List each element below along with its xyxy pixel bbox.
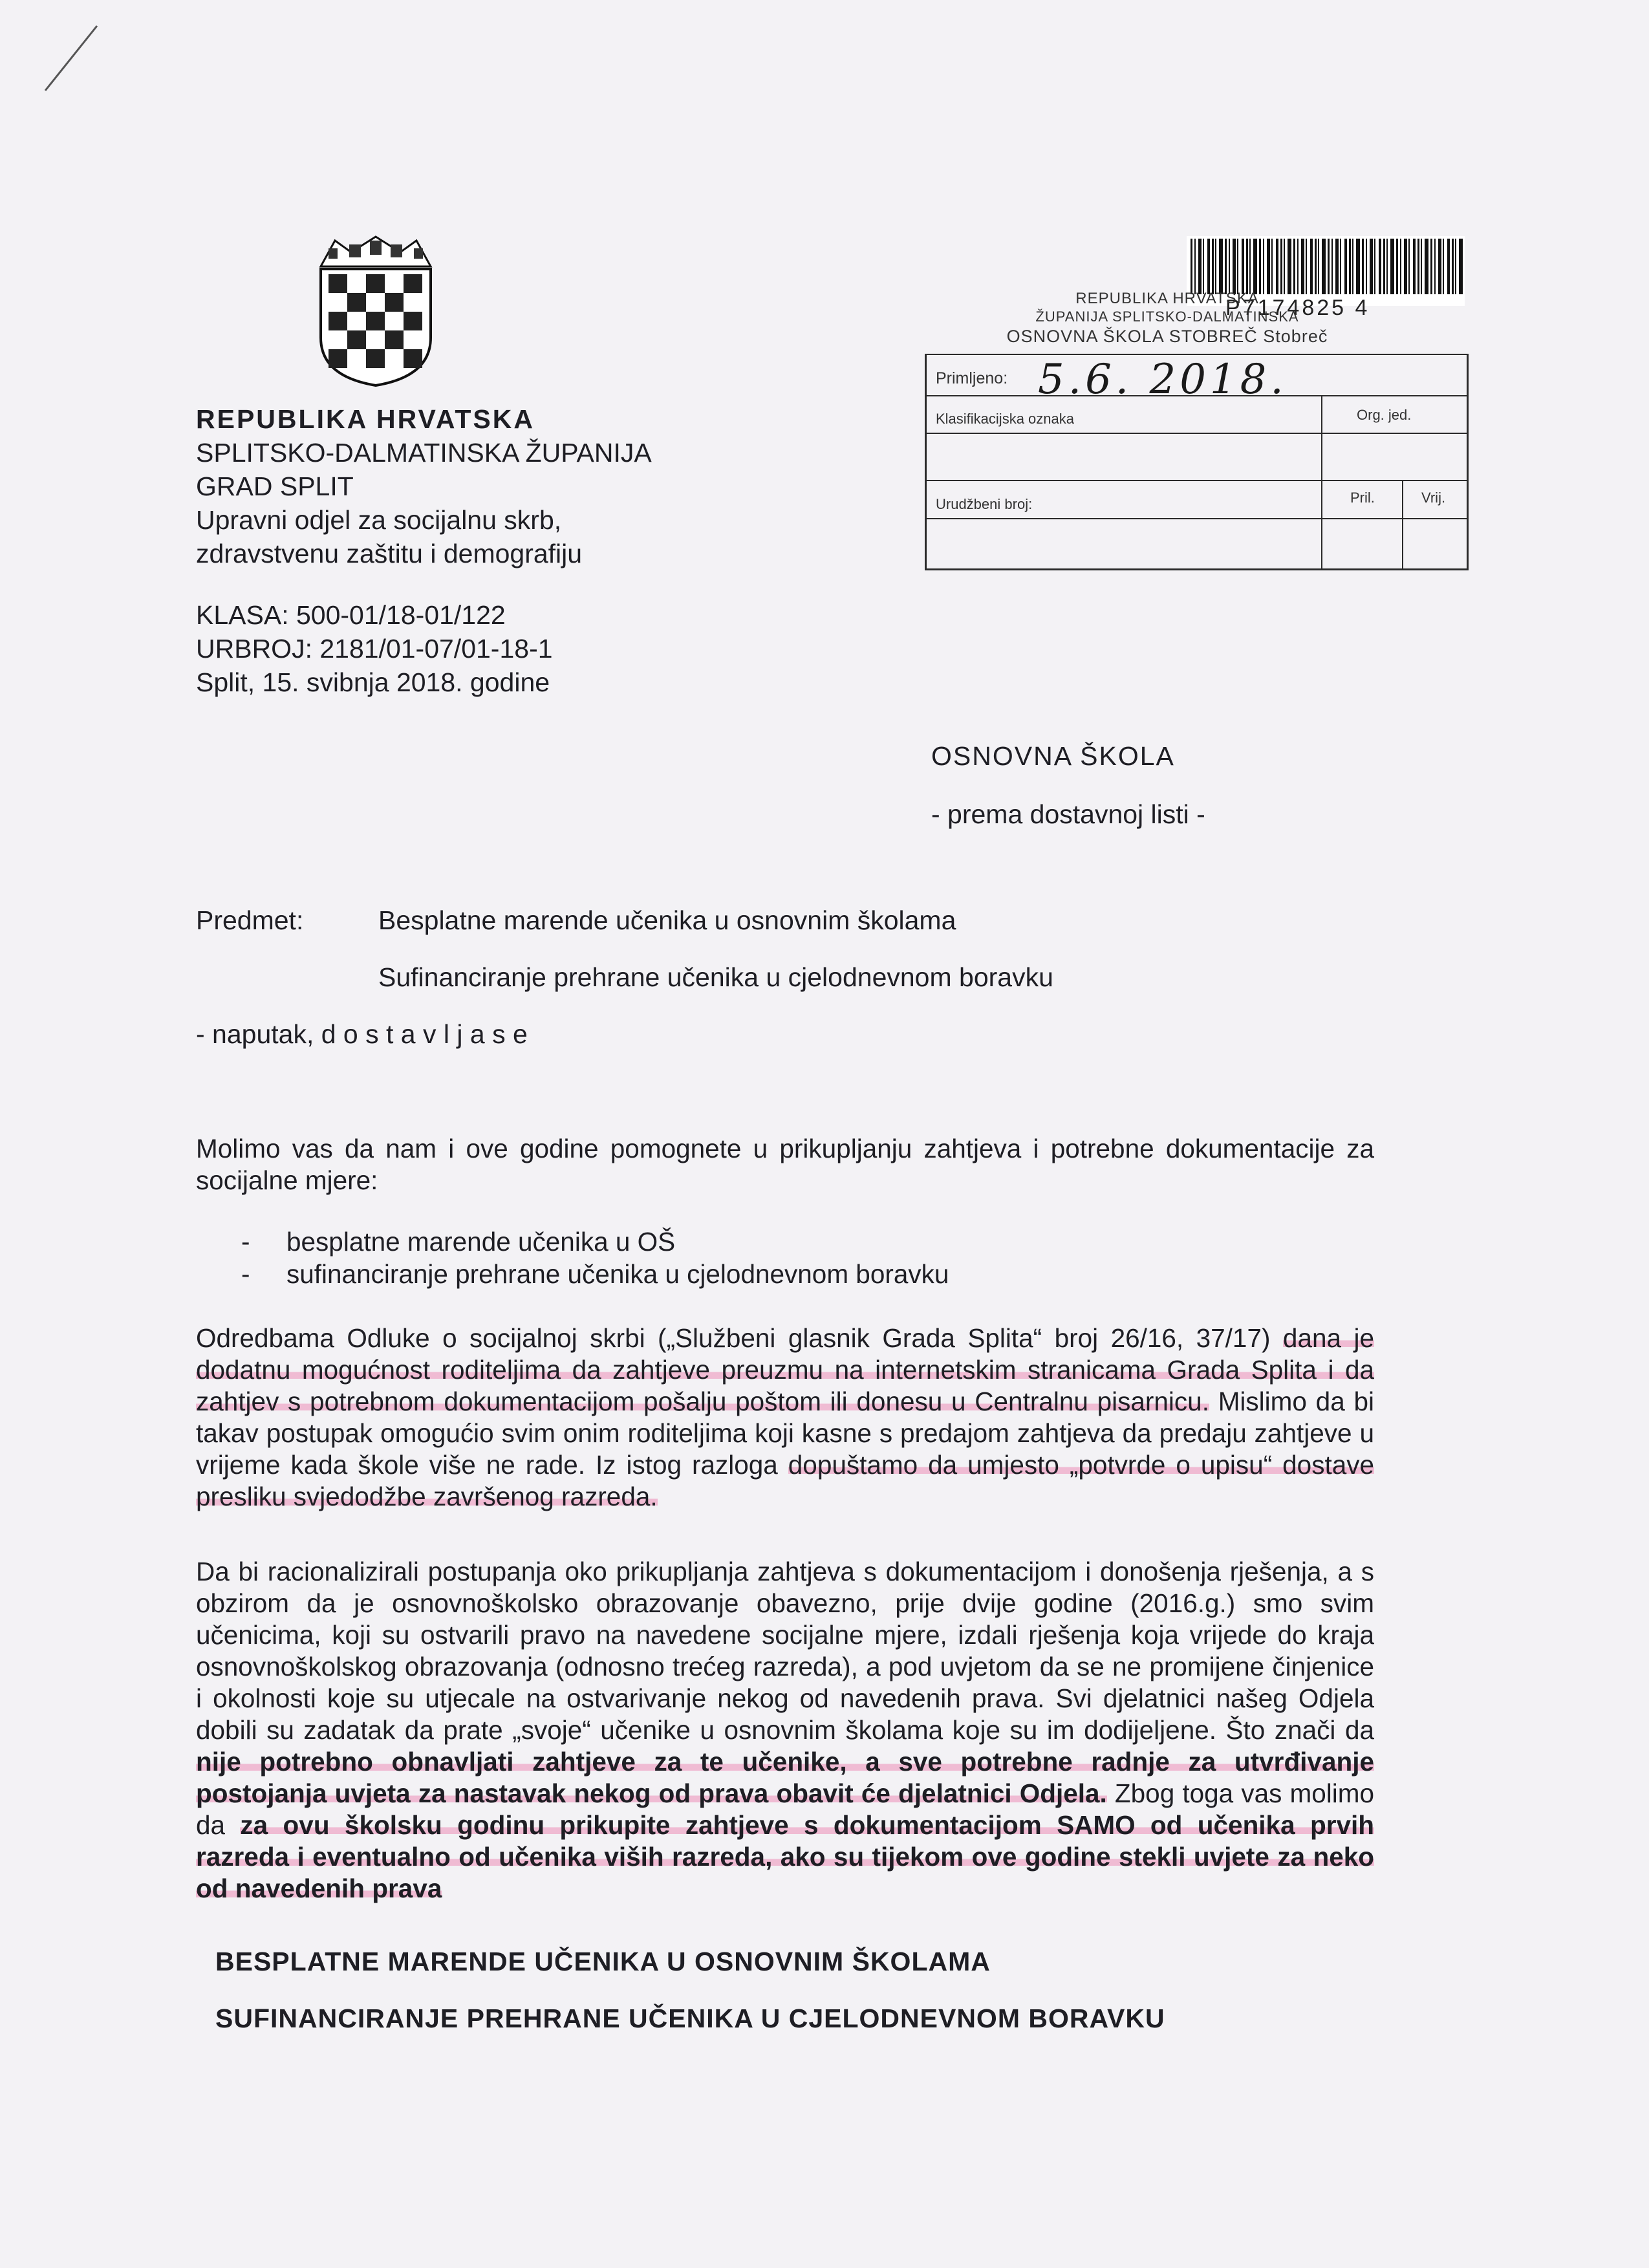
paragraph-procedure: Da bi racionalizirali postupanja oko prikupljanja zahtjeva s dokumentacijom i donošenja rješenja, a s obzirom da je osnovnoškolsko obrazovanje obavezno, prije dvije godine (2016.g.) smo svim učenicima, koji su ostvarili pravo na navedene socijalne mjere, izdali rješenja koja vrijede do kraja osnovnoškolskog obrazovanja (odnosno trećeg razreda), a pod uvjetom da se ne promijene činjenice i okolnosti koje su utjecale na ostvarivanje nekog od navedenih prava. Svi djelatnici našeg Odjela dobili su zadatak da prate „svoje“ učenike u osnovnim školama koje su im dodijeljene. Što znači da nije potrebno obnavljati zahtjeve za te učenike, a sve potrebne radnje za utvrđivanje postojanja uvjeta za nastavak nekog od prava obavit će djelatnici Odjela. Zbog toga vas molimo da za ovu školsku godinu prikupite zahtjeve s dokumentacijom SAMO od učenika prvih razreda i eventualno od učenika viših razreda, ako su tijekom ove godine stekli uvjete za neko od navedenih prava bbox=[196, 1557, 1374, 1903]
list-item: - sufinanciranje prehrane učenika u cjelodnevnom boravku bbox=[241, 1259, 949, 1289]
coat-of-arms-icon bbox=[316, 234, 436, 387]
subject-line-2: Sufinanciranje prehrane učenika u cjelodnevnom boravku bbox=[378, 962, 1053, 992]
receipt-stamp bbox=[921, 236, 1471, 576]
attachments-label: Pril. bbox=[1350, 490, 1375, 506]
stamp-header-2: ŽUPANIJA SPLITSKO-DALMATINSKA bbox=[1035, 308, 1299, 325]
subject-line-3: - naputak, d o s t a v l j a s e bbox=[196, 1019, 528, 1049]
reference-block bbox=[196, 598, 553, 699]
measures-list bbox=[241, 1226, 949, 1290]
country-name: REPUBLIKA HRVATSKA bbox=[196, 404, 535, 434]
recipient-name: OSNOVNA ŠKOLA bbox=[931, 741, 1175, 771]
value-label: Vrij. bbox=[1421, 490, 1446, 506]
paragraph-intro: Molimo vas da nam i ove godine pomognete u prikupljanju zahtjeva i potrebne dokumentacije za socijalne mjere: bbox=[196, 1134, 1374, 1195]
barcode-number: P7174825 4 bbox=[1225, 296, 1370, 320]
department-line-2: zdravstvenu zaštitu i demografiju bbox=[196, 539, 583, 568]
highlighted-text: dana je dodatnu mogućnost roditeljima da zahtjeve preuzmu na internetskim stranicama Grada Splita i da zahtjev s potrebnom dokumentacijom pošalju poštom ili donesu u Centralnu pisarnicu. bbox=[196, 1323, 1374, 1416]
urbroj-ref: URBROJ: 2181/01-07/01-18-1 bbox=[196, 634, 553, 664]
stamp-header-3: OSNOVNA ŠKOLA STOBREČ Stobreč bbox=[1006, 327, 1328, 346]
received-label: Primljeno: bbox=[936, 369, 1008, 387]
highlighted-text: dopuštamo da umjesto „potvrde o upisu“ dostave presliku svjedodžbe završenog razreda. bbox=[196, 1450, 1374, 1511]
subject-line-1: Besplatne marende učenika u osnovnim školama bbox=[378, 905, 956, 935]
received-date-handwritten: 5.6. 2018. bbox=[1038, 356, 1288, 404]
list-item: - besplatne marende učenika u OŠ bbox=[241, 1227, 676, 1257]
recipient-block bbox=[931, 739, 1205, 832]
stamp-header-1: REPUBLIKA HRVATSKA bbox=[1075, 290, 1259, 307]
paragraph-regulation: Odredbama Odluke o socijalnoj skrbi („Službeni glasnik Grada Splita“ broj 26/16, 37/17) dana je dodatnu mogućnost roditeljima da zahtjeve preuzmu na internetskim stranicama Grada Splita i da zahtjev s potrebnom dokumentacijom pošalju poštom ili donesu u Centralnu pisarnicu. Mislimo da bi takav postupak omogućio svim onim roditeljima koji kasne s predajom zahtjeva da predaju zahtjeve u vrijeme kada škole više ne rade. Iz istog razloga dopuštamo da umjesto „potvrde o upisu“ dostave presliku svjedodžbe završenog razreda. bbox=[196, 1323, 1374, 1511]
pencil-mark bbox=[39, 19, 103, 97]
bold-highlighted-text: nije potrebno obnavljati zahtjeve za te učenike, a sve potrebne radnje za utvrđivanje postojanja uvjeta za nastavak nekog od prava obavit će djelatnici Odjela. bbox=[196, 1747, 1374, 1808]
klasa-ref: KLASA: 500-01/18-01/122 bbox=[196, 600, 506, 630]
subject-label: Predmet: bbox=[196, 905, 304, 935]
city-name: GRAD SPLIT bbox=[196, 471, 354, 501]
caps-heading-1: BESPLATNE MARENDE UČENIKA U OSNOVNIM ŠKOLAMA bbox=[215, 1947, 991, 1976]
department-line-1: Upravni odjel za socijalnu skrb, bbox=[196, 505, 562, 535]
bold-highlighted-text: za ovu školsku godinu prikupite zahtjeve s dokumentacijom SAMO od učenika prvih razreda i eventualno od učenika viših razreda, ako su tijekom ove godine stekli uvjete za neko od navedenih prava bbox=[196, 1810, 1374, 1903]
registry-number-label: Urudžbeni broj: bbox=[936, 496, 1033, 512]
recipient-note: - prema dostavnoj listi - bbox=[931, 799, 1205, 829]
place-date: Split, 15. svibnja 2018. godine bbox=[196, 667, 550, 697]
caps-heading-2: SUFINANCIRANJE PREHRANE UČENIKA U CJELODNEVNOM BORAVKU bbox=[215, 2003, 1165, 2033]
classification-label: Klasifikacijska oznaka bbox=[936, 411, 1074, 427]
org-unit-label: Org. jed. bbox=[1357, 407, 1412, 423]
sender-block bbox=[196, 402, 652, 570]
county-name: SPLITSKO-DALMATINSKA ŽUPANIJA bbox=[196, 438, 652, 468]
